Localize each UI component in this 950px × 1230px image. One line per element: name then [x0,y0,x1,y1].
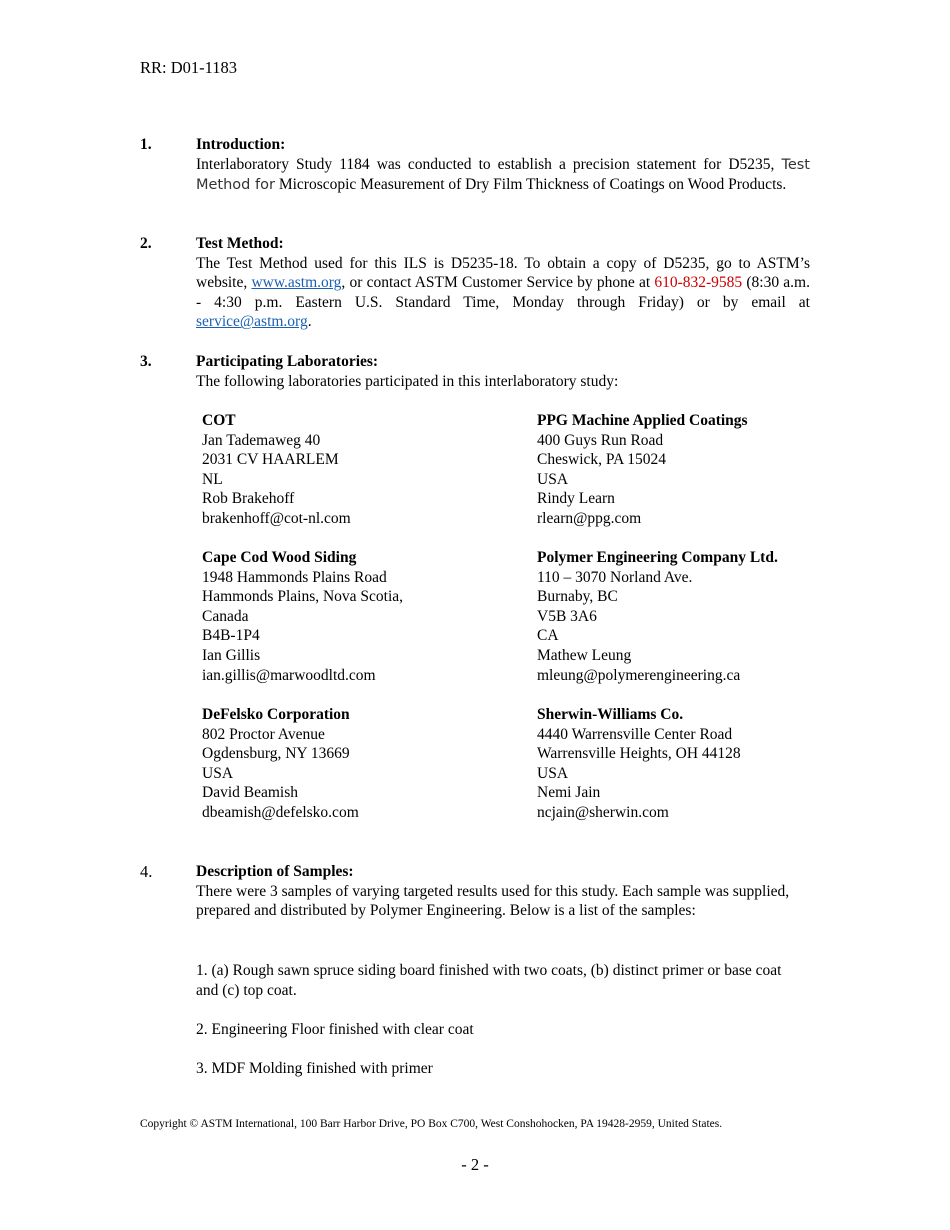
lab-line: USA [537,764,569,782]
section-2-text-d: . [307,313,312,331]
lab-contact: Mathew Leung [537,646,632,664]
section-1-test-method: Test Method for [196,156,810,194]
section-4-number: 4. [140,862,153,881]
sample-3: 3. MDF Molding finished with primer [196,1060,433,1077]
section-2-text-b: , or contact ASTM Customer Service by phone at [341,274,655,292]
section-2-heading: Test Method: [196,235,284,252]
section-2-number: 2. [140,235,152,252]
lab-cape-cod [202,548,522,685]
lab-contact: Rob Brakehoff [202,490,295,508]
lab-email: dbeamish@defelsko.com [202,803,359,821]
section-4-heading: Description of Samples: [196,863,354,880]
lab-email: rlearn@ppg.com [537,509,642,527]
lab-name: DeFelsko Corporation [202,706,350,723]
lab-line: USA [537,470,569,488]
lab-defelsko [202,705,522,823]
report-id: RR: D01-1183 [140,58,238,77]
lab-line: 400 Guys Run Road [537,431,664,449]
section-3-number: 3. [140,353,152,370]
lab-line: B4B-1P4 [202,627,260,645]
lab-line: 802 Proctor Avenue [202,725,325,743]
lab-line: USA [202,764,234,782]
lab-contact: Nemi Jain [537,784,601,802]
lab-contact: Rindy Learn [537,490,615,508]
section-2-text-a: The Test Method used for this ILS is D5235-18. To obtain a copy of D5235, go to ASTM’s website, [196,254,810,292]
lab-line: Jan Tademaweg 40 [202,431,321,449]
lab-name: Cape Cod Wood Siding [202,549,357,566]
section-1-heading: Introduction: [196,136,286,153]
section-2 [196,234,810,332]
lab-line: Warrensville Heights, OH 44128 [537,745,741,763]
lab-email: mleung@polymerengineering.ca [537,666,741,684]
section-1-number: 1. [140,136,152,153]
lab-name: Sherwin-Williams Co. [537,706,684,723]
lab-name: PPG Machine Applied Coatings [537,412,748,429]
lab-line: 4440 Warrensville Center Road [537,725,733,743]
section-2-text-c: (8:30 a.m. - 4:30 p.m. Eastern U.S. Standard Time, Monday through Friday) or by email at [196,274,810,311]
section-1-text [196,155,810,196]
lab-line: V5B 3A6 [537,607,597,625]
section-2-text [196,254,810,332]
lab-line: 1948 Hammonds Plains Road [202,568,387,586]
page-number: - 2 - [461,1155,489,1174]
service-email-link[interactable]: service@astm.org [196,313,308,331]
section-4 [196,862,796,921]
lab-cot [202,411,522,529]
lab-line: Cheswick, PA 15024 [537,451,667,469]
section-3-heading: Participating Laboratories: [196,353,379,370]
lab-line: Burnaby, BC [537,588,618,606]
astm-website-link[interactable]: www.astm.org [251,274,342,292]
lab-sherwin [537,705,857,823]
section-1-text-a: Interlaboratory Study 1184 was conducted to establish a precision statement for D5235, [196,155,775,173]
lab-email: ian.gillis@marwoodltd.com [202,666,376,684]
section-1-text-c: Microscopic Measurement of Dry Film Thickness of Coatings on Wood Products. [274,176,787,194]
sample-1: 1. (a) Rough sawn spruce siding board finished with two coats, (b) distinct primer or base coat and (c) top coat. [196,962,782,999]
lab-line: CA [537,627,559,645]
lab-contact: David Beamish [202,784,298,802]
lab-line: 110 – 3070 Norland Ave. [537,568,693,586]
lab-email: brakenhoff@cot-nl.com [202,509,351,527]
lab-line: Ogdensburg, NY 13669 [202,745,350,763]
lab-polymer [537,548,857,685]
lab-line: 2031 CV HAARLEM [202,451,339,469]
sample-2: 2. Engineering Floor finished with clear coat [196,1021,474,1038]
lab-ppg [537,411,857,529]
lab-email: ncjain@sherwin.com [537,803,669,821]
section-3-intro: The following laboratories participated in this interlaboratory study: [196,372,619,390]
section-4-intro: There were 3 samples of varying targeted results used for this study. Each sample was supplied, prepared and distributed by Polymer Engineering. Below is a list of the samples: [196,882,790,920]
lab-line: NL [202,470,223,488]
lab-line: Canada [202,607,249,625]
section-3 [196,352,810,391]
lab-name: COT [202,412,236,429]
copyright-notice: Copyright © ASTM International, 100 Barr Harbor Drive, PO Box C700, West Conshohocken, PA 19428-2959, United States. [140,1118,723,1130]
phone-number: 610-832-9585 [654,274,743,292]
section-1 [196,135,810,196]
lab-name: Polymer Engineering Company Ltd. [537,549,778,566]
lab-line: Hammonds Plains, Nova Scotia, [202,588,404,606]
lab-contact: Ian Gillis [202,646,261,664]
